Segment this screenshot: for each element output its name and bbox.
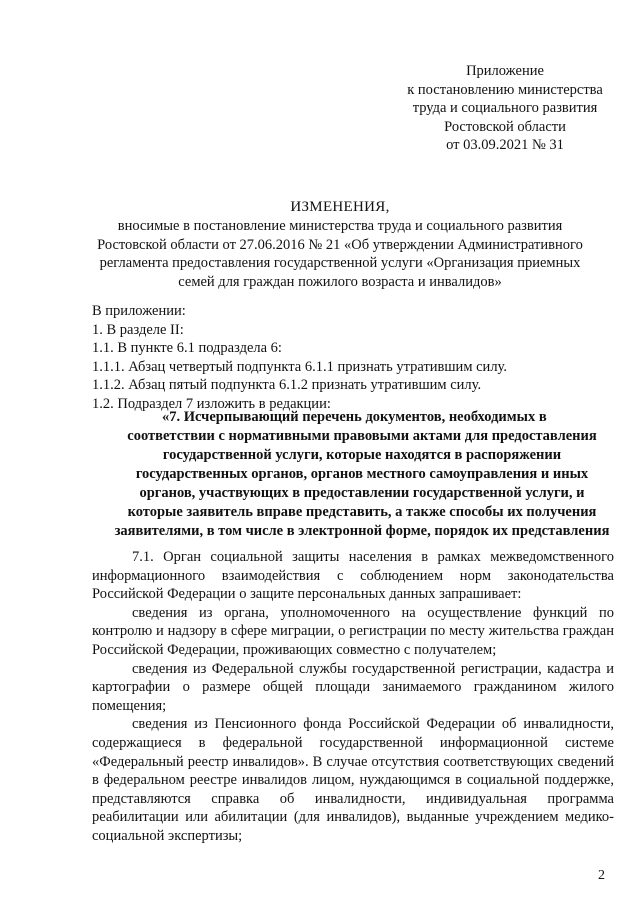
document-title: ИЗМЕНЕНИЯ,	[290, 199, 390, 215]
section-heading-line: государственной услуги, которые находятся в распоряжении	[162, 447, 562, 463]
item-line: 1.1.2. Абзац пятый подпункта 6.1.2 признать утратившим силу.	[92, 377, 482, 393]
heading-line: семей для граждан пожилого возраста и инвалидов»	[178, 274, 502, 291]
main-text	[92, 548, 614, 846]
amendment-items	[92, 302, 612, 413]
section-heading-line: заявителями, в том числе в электронной форме, порядок их представления	[114, 523, 610, 539]
page-number: 2	[598, 868, 605, 883]
item-line: 1.2. Подраздел 7 изложить в редакции:	[92, 395, 331, 412]
paragraph: 7.1. Орган социальной защиты населения в рамках межведомственного информационного взаимодействия с соблюдением норм законодательства Российской Федерации о защите персональных данных запрашивает:	[92, 549, 614, 603]
item-line: 1.1. В пункте 6.1 подраздела 6:	[92, 340, 282, 356]
section-heading	[102, 408, 622, 541]
appendix-line: Приложение	[466, 63, 544, 79]
paragraph: сведения из Федеральной службы государственной регистрации, кадастра и картографии о размере общей площади занимаемого гражданином жилого помещения;	[92, 660, 614, 714]
paragraph: сведения из Пенсионного фонда Российской Федерации об инвалидности, содержащиеся в федеральной государственной информационной системе «Федеральный реестр инвалидов». В случае отсутствия соответствующих сведений в федеральном реестре инвалидов лицом, нуждающимся в социальной поддержке, представляются справка об инвалидности, индивидуальная программа реабилитации или абилитации (для инвалидов), выданные учреждением медико-социальной экспертизы;	[92, 716, 614, 844]
appendix-line: труда и социального развития	[412, 100, 598, 116]
appendix-header	[380, 62, 630, 155]
item-line: В приложении:	[92, 303, 186, 319]
section-heading-line: органов, участвующих в предоставлении государственной услуги, и	[139, 485, 585, 501]
paragraph: сведения из органа, уполномоченного на осуществление функций по контролю и надзору в сфере миграции, о регистрации по месту жительства граждан Российской Федерации, проживающих совместно с получателем;	[92, 604, 614, 658]
appendix-line: от 03.09.2021 № 31	[446, 137, 564, 153]
heading-line: регламента предоставления государственной услуги «Организация приемных	[99, 255, 581, 272]
heading-line: вносимые в постановление министерства труда и социального развития	[117, 217, 563, 234]
item-line: 1.1.1. Абзац четвертый подпункта 6.1.1 признать утратившим силу.	[92, 358, 507, 375]
heading-line: Ростовской области от 27.06.2016 № 21 «Об утверждении Административного	[97, 236, 583, 253]
document-heading	[60, 198, 620, 292]
section-heading-line: которые заявитель вправе представить, а также способы их получения	[127, 504, 597, 520]
appendix-line: к постановлению министерства	[407, 81, 603, 98]
appendix-line: Ростовской области	[444, 118, 566, 135]
section-heading-line: государственных органов, органов местного самоуправления и иных	[135, 466, 589, 482]
section-heading-line: «7. Исчерпывающий перечень документов, необходимых в	[162, 409, 547, 425]
section-heading-line: соответствии с нормативными правовыми актами для предоставления	[127, 428, 597, 444]
item-line: 1. В разделе II:	[92, 321, 184, 338]
